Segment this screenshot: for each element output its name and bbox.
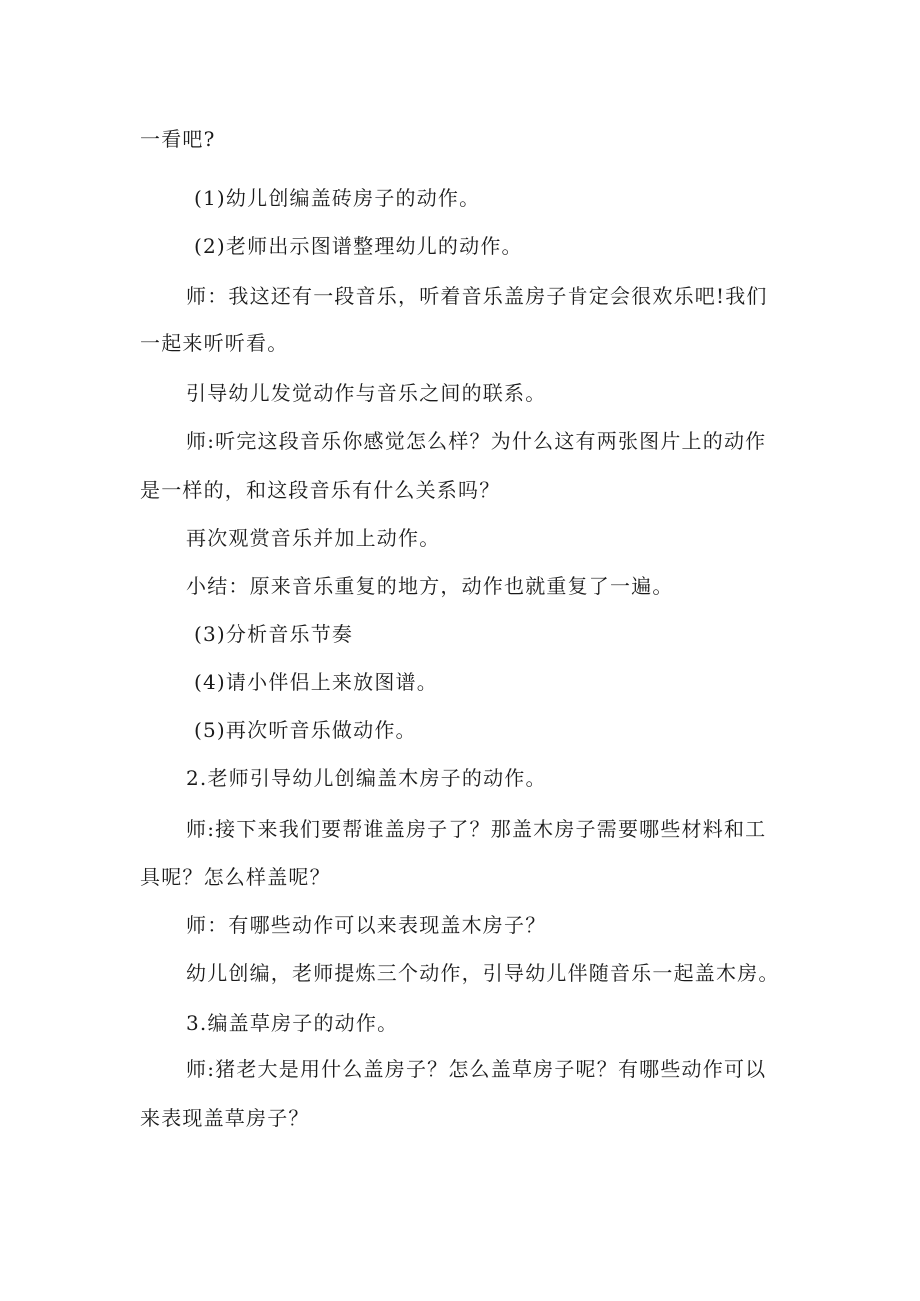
- text-line: 是一样的，和这段音乐有什么关系吗？: [140, 478, 501, 502]
- text-line: (4)请小伴侣上来放图谱。: [194, 670, 438, 694]
- text-line: 师:接下来我们要帮谁盖房子了？那盖木房子需要哪些材料和工: [186, 817, 767, 841]
- text-line: (1)幼儿创编盖砖房子的动作。: [194, 186, 481, 210]
- text-line: 一看吧?: [140, 127, 216, 151]
- text-line: 师：我这还有一段音乐，听着音乐盖房子肯定会很欢乐吧!我们: [186, 284, 768, 308]
- text-line: 师:猪老大是用什么盖房子？怎么盖草房子呢？有哪些动作可以: [186, 1057, 767, 1081]
- text-line: 3.编盖草房子的动作。: [186, 1011, 399, 1035]
- text-line: 再次观赏音乐并加上动作。: [186, 526, 441, 550]
- text-line: 引导幼儿发觉动作与音乐之间的联系。: [186, 381, 547, 405]
- text-line: (2)老师出示图谱整理幼儿的动作。: [194, 234, 523, 258]
- text-line: (3)分析音乐节奏: [194, 622, 354, 646]
- text-line: 来表现盖草房子？: [140, 1106, 310, 1130]
- text-line: 师：有哪些动作可以来表现盖木房子？: [186, 913, 547, 937]
- text-line: 2.老师引导幼儿创编盖木房子的动作。: [186, 766, 547, 790]
- text-line: 小结：原来音乐重复的地方，动作也就重复了一遍。: [186, 574, 674, 598]
- text-line: 具呢？怎么样盖呢？: [140, 865, 331, 889]
- text-line: (5)再次听音乐做动作。: [194, 718, 417, 742]
- text-line: 师:听完这段音乐你感觉怎么样？为什么这有两张图片上的动作: [186, 429, 767, 453]
- text-line: 一起来听听看。: [140, 331, 289, 355]
- text-line: 幼儿创编，老师提炼三个动作，引导幼儿伴随音乐一起盖木房。: [186, 961, 780, 985]
